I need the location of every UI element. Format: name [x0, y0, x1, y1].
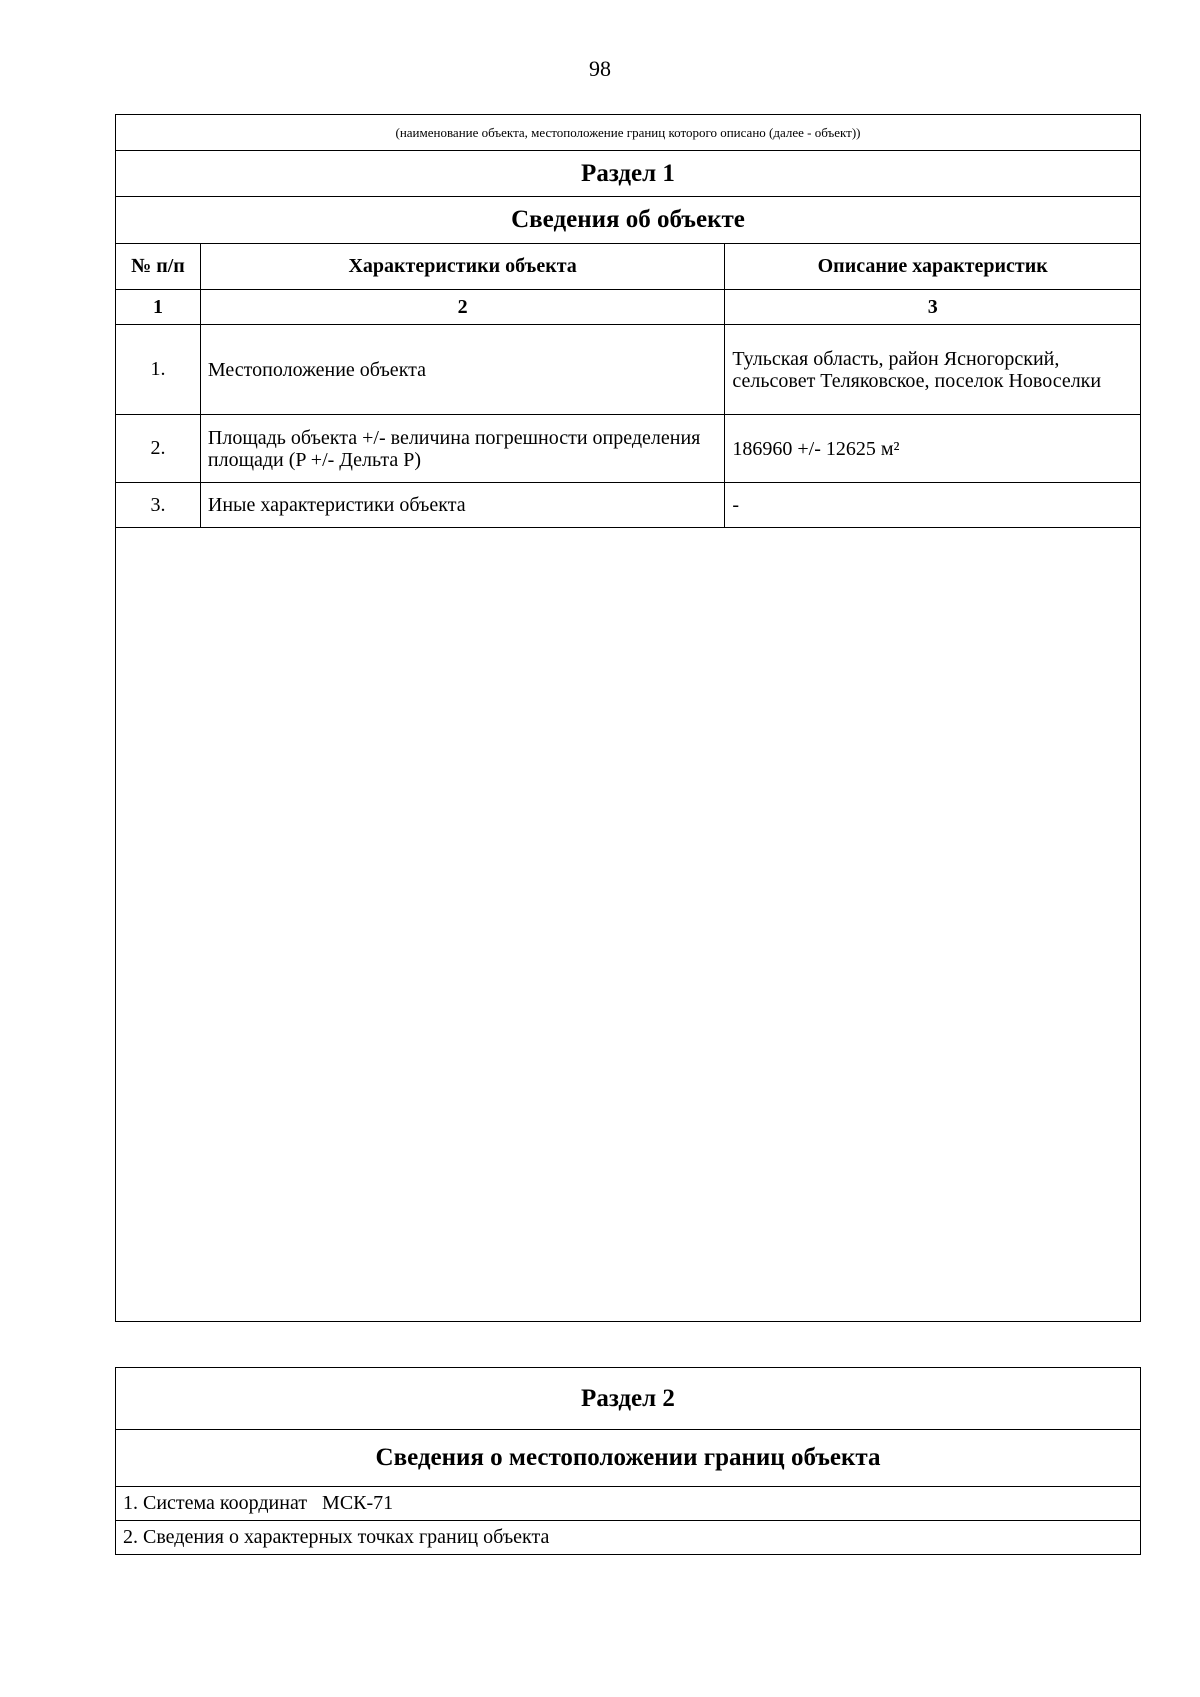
row-number: 3. — [116, 483, 201, 528]
header-number: № п/п — [116, 244, 201, 290]
column-number-2: 2 — [200, 290, 724, 325]
column-number-3: 3 — [725, 290, 1141, 325]
page-number: 98 — [589, 56, 611, 81]
table-row — [116, 325, 1141, 415]
row-number: 2. — [116, 415, 201, 483]
row-description: - — [725, 483, 1141, 528]
section-1-title: Раздел 1 — [116, 151, 1141, 197]
row-characteristic: Местоположение объекта — [200, 325, 724, 415]
section-1-table — [115, 114, 1141, 1322]
row-characteristic: Площадь объекта +/- величина погрешности определения площади (P +/- Дельта P) — [200, 415, 724, 483]
boundary-points-line: 2. Сведения о характерных точках границ объекта — [116, 1521, 1141, 1555]
section-1-subtitle: Сведения об объекте — [116, 197, 1141, 244]
object-name-caption: (наименование объекта, местоположение границ которого описано (далее - объект)) — [116, 115, 1141, 151]
row-description: 186960 +/- 12625 м² — [725, 415, 1141, 483]
empty-area — [116, 528, 1141, 1322]
column-number-1: 1 — [116, 290, 201, 325]
section-2-subtitle: Сведения о местоположении границ объекта — [116, 1430, 1141, 1487]
row-characteristic: Иные характеристики объекта — [200, 483, 724, 528]
table-row — [116, 483, 1141, 528]
row-description: Тульская область, район Ясногорский, сельсовет Теляковское, поселок Новоселки — [725, 325, 1141, 415]
row-number: 1. — [116, 325, 201, 415]
header-description: Описание характеристик — [725, 244, 1141, 290]
coordinate-system-line: 1. Система координат МСК-71 — [116, 1487, 1141, 1521]
section-2-title: Раздел 2 — [116, 1368, 1141, 1430]
table-row — [116, 415, 1141, 483]
header-characteristics: Характеристики объекта — [200, 244, 724, 290]
section-2-table — [115, 1367, 1141, 1555]
